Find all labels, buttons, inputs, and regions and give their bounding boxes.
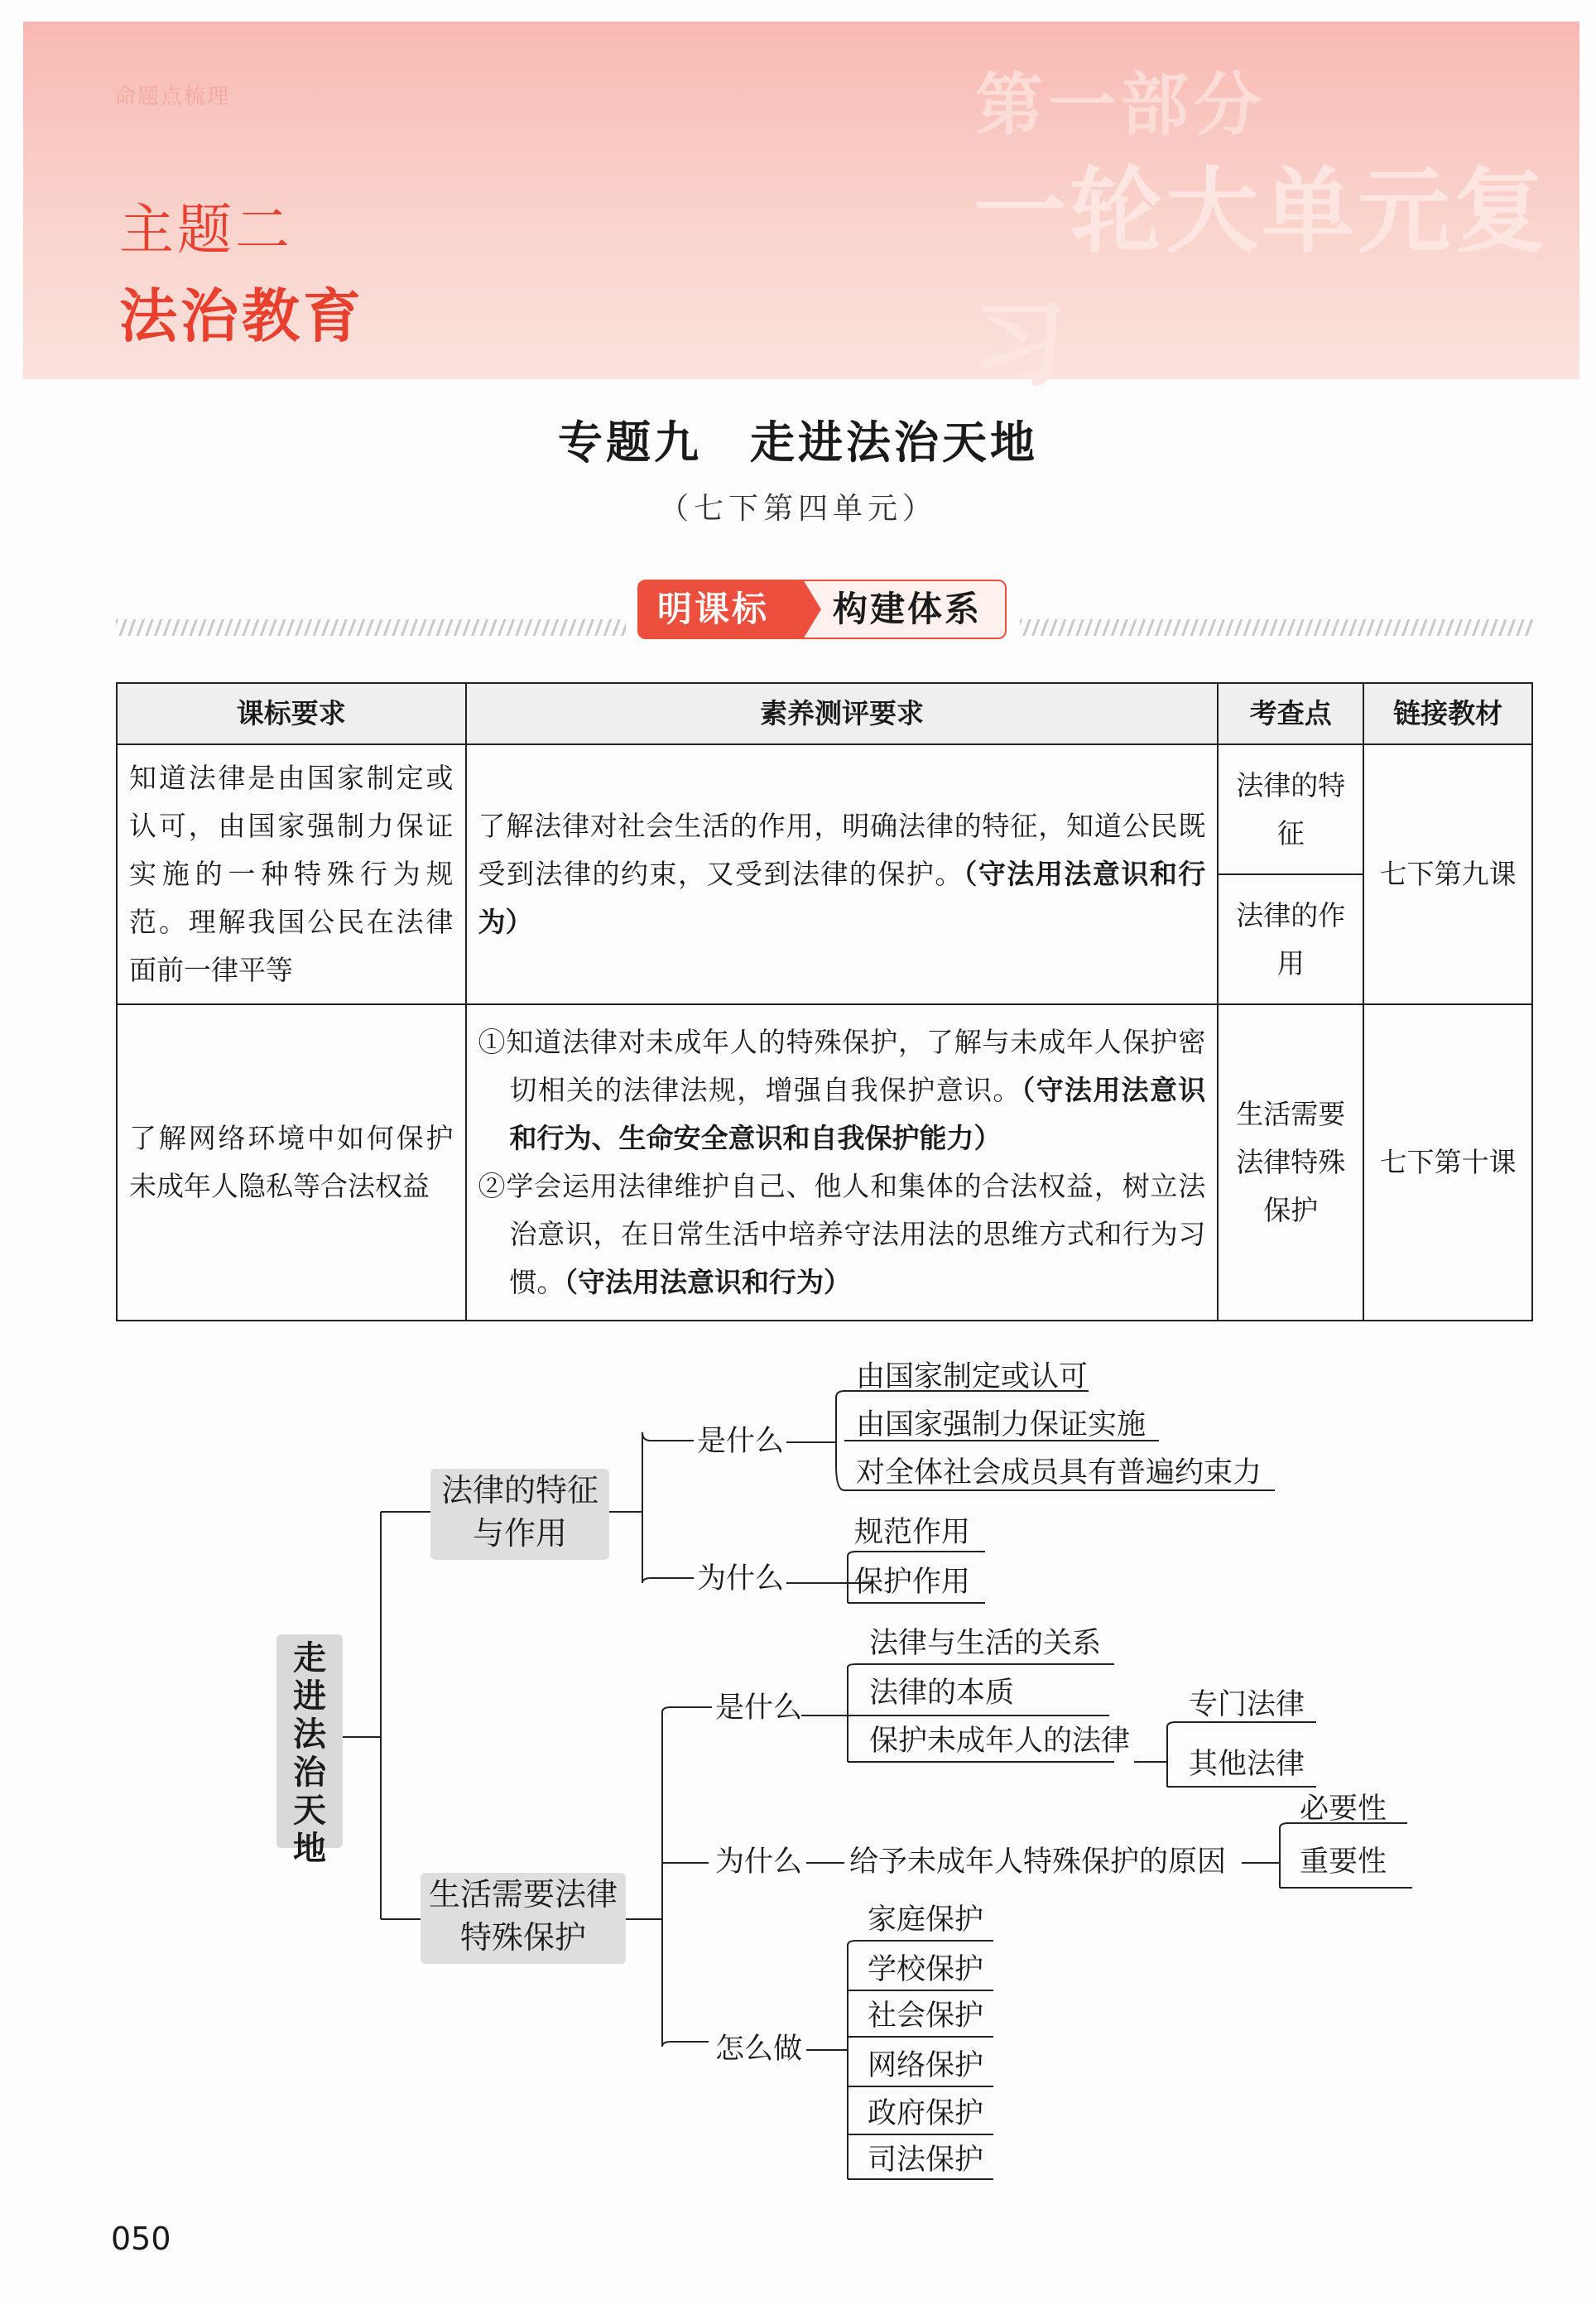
root-char: 地 — [293, 1830, 326, 1868]
protection-what-item: 保护未成年人的法律 — [869, 1725, 1131, 1758]
protection-how-item: 社会保护 — [868, 1999, 984, 2033]
branch-title-line: 法律的特征 — [440, 1472, 598, 1509]
protection-how-item: 家庭保护 — [868, 1903, 984, 1937]
law-function-item: 保护作用 — [854, 1566, 971, 1599]
law-type-item: 专门法律 — [1189, 1688, 1305, 1721]
branch-title-line: 生活需要法律 — [428, 1876, 618, 1913]
root-char: 治 — [293, 1754, 326, 1792]
connector — [626, 1712, 662, 2047]
branch-law-features — [430, 1469, 609, 1560]
literacy-bold: （守法用法意识和行为） — [564, 1266, 852, 1298]
standard-cell: 知道法律是由国家制定或认可，由国家强制力保证实施的一种特殊行为规范。理解我国公民在法律面前一律平等 — [117, 744, 466, 1004]
what-label: 是什么 — [715, 1691, 803, 1725]
reason-item: 必要性 — [1300, 1793, 1387, 1826]
branch-title-line: 与作用 — [472, 1515, 567, 1552]
mindmap-root — [276, 1634, 343, 1868]
reason-item: 重要性 — [1300, 1845, 1387, 1879]
root-char: 法 — [293, 1716, 326, 1754]
what-label: 是什么 — [697, 1425, 785, 1458]
why-label: 为什么 — [715, 1845, 803, 1879]
literacy-bold: （守法用法意识和行为、生命安全意识和自我保护能力） — [509, 1074, 1206, 1154]
branch-title-line: 特殊保护 — [459, 1919, 586, 1956]
connector — [609, 1432, 642, 1583]
topic-number: 主题二 — [119, 198, 293, 262]
point-cell: 生活需要法律特殊保护 — [1218, 1004, 1363, 1321]
table-header: 考查点 — [1218, 683, 1363, 744]
point-cell: 法律的特征 — [1218, 744, 1363, 874]
law-type-item: 其他法律 — [1189, 1748, 1305, 1781]
protection-how-item: 司法保护 — [868, 2144, 984, 2177]
law-feature-item: 由国家强制力保证实施 — [856, 1408, 1147, 1441]
topic-name: 法治教育 — [119, 282, 364, 350]
how-label: 怎么做 — [715, 2033, 803, 2066]
connector — [662, 1707, 712, 2047]
page-number: 050 — [111, 2221, 171, 2257]
literacy-text: 了解法律对社会生活的作用，明确法律的特征，知道公民既受到法律的约束，又受到法律的保护。 — [478, 810, 1206, 890]
part-heading: 第一部分 — [975, 66, 1267, 145]
protection-what-item: 法律的本质 — [869, 1677, 1015, 1710]
table-header: 素养测评要求 — [466, 683, 1219, 744]
textbook-cell: 七下第九课 — [1363, 744, 1532, 1004]
why-reason: 给予未成年人特殊保护的原因 — [846, 1843, 1229, 1881]
law-function-item: 规范作用 — [854, 1516, 971, 1549]
point-cell: 法律的作用 — [1218, 874, 1363, 1004]
review-heading: 一轮大单元复习 — [973, 158, 1550, 399]
protection-what-item: 法律与生活的关系 — [869, 1627, 1102, 1660]
connector — [642, 1432, 694, 1583]
protection-how-item: 政府保护 — [868, 2097, 984, 2130]
faint-label: 命题点梳理 — [114, 84, 231, 109]
law-feature-item: 由国家制定或认可 — [856, 1360, 1089, 1393]
protection-how-item: 学校保护 — [868, 1953, 984, 1986]
why-label: 为什么 — [697, 1562, 785, 1595]
banner-right: 构建体系 — [803, 580, 1007, 639]
root-char: 天 — [293, 1792, 326, 1830]
connector — [786, 1398, 836, 1465]
standard-cell: 了解网络环境中如何保护未成年人隐私等合法权益 — [117, 1004, 466, 1321]
literacy-text: ②学会运用法律维护自己、他人和集体的合法权益，树立法治意识，在日常生活中培养守法用法的思维方式和行为习惯。 — [478, 1170, 1206, 1298]
banner-left: 明课标 — [637, 580, 803, 639]
law-feature-item: 对全体社会成员具有普遍约束力 — [856, 1456, 1262, 1489]
literacy-text: ①知道法律对未成年人的特殊保护，了解与未成年人保护密切相关的法律法规，增强自我保护意识。 — [478, 1026, 1206, 1106]
table-header: 链接教材 — [1363, 683, 1532, 744]
page-subtitle: （七下第四单元） — [658, 492, 937, 526]
branch-special-protection — [421, 1873, 626, 1964]
table-header: 课标要求 — [117, 683, 466, 744]
textbook-cell: 七下第十课 — [1363, 1004, 1532, 1321]
root-char: 走 — [293, 1639, 326, 1677]
page-title: 专题九 走进法治天地 — [558, 416, 1038, 469]
connector — [381, 1512, 430, 1919]
protection-how-item: 网络保护 — [868, 2049, 984, 2082]
literacy-bold: （守法用法意识和行为） — [478, 858, 1206, 938]
root-char: 进 — [293, 1677, 326, 1716]
